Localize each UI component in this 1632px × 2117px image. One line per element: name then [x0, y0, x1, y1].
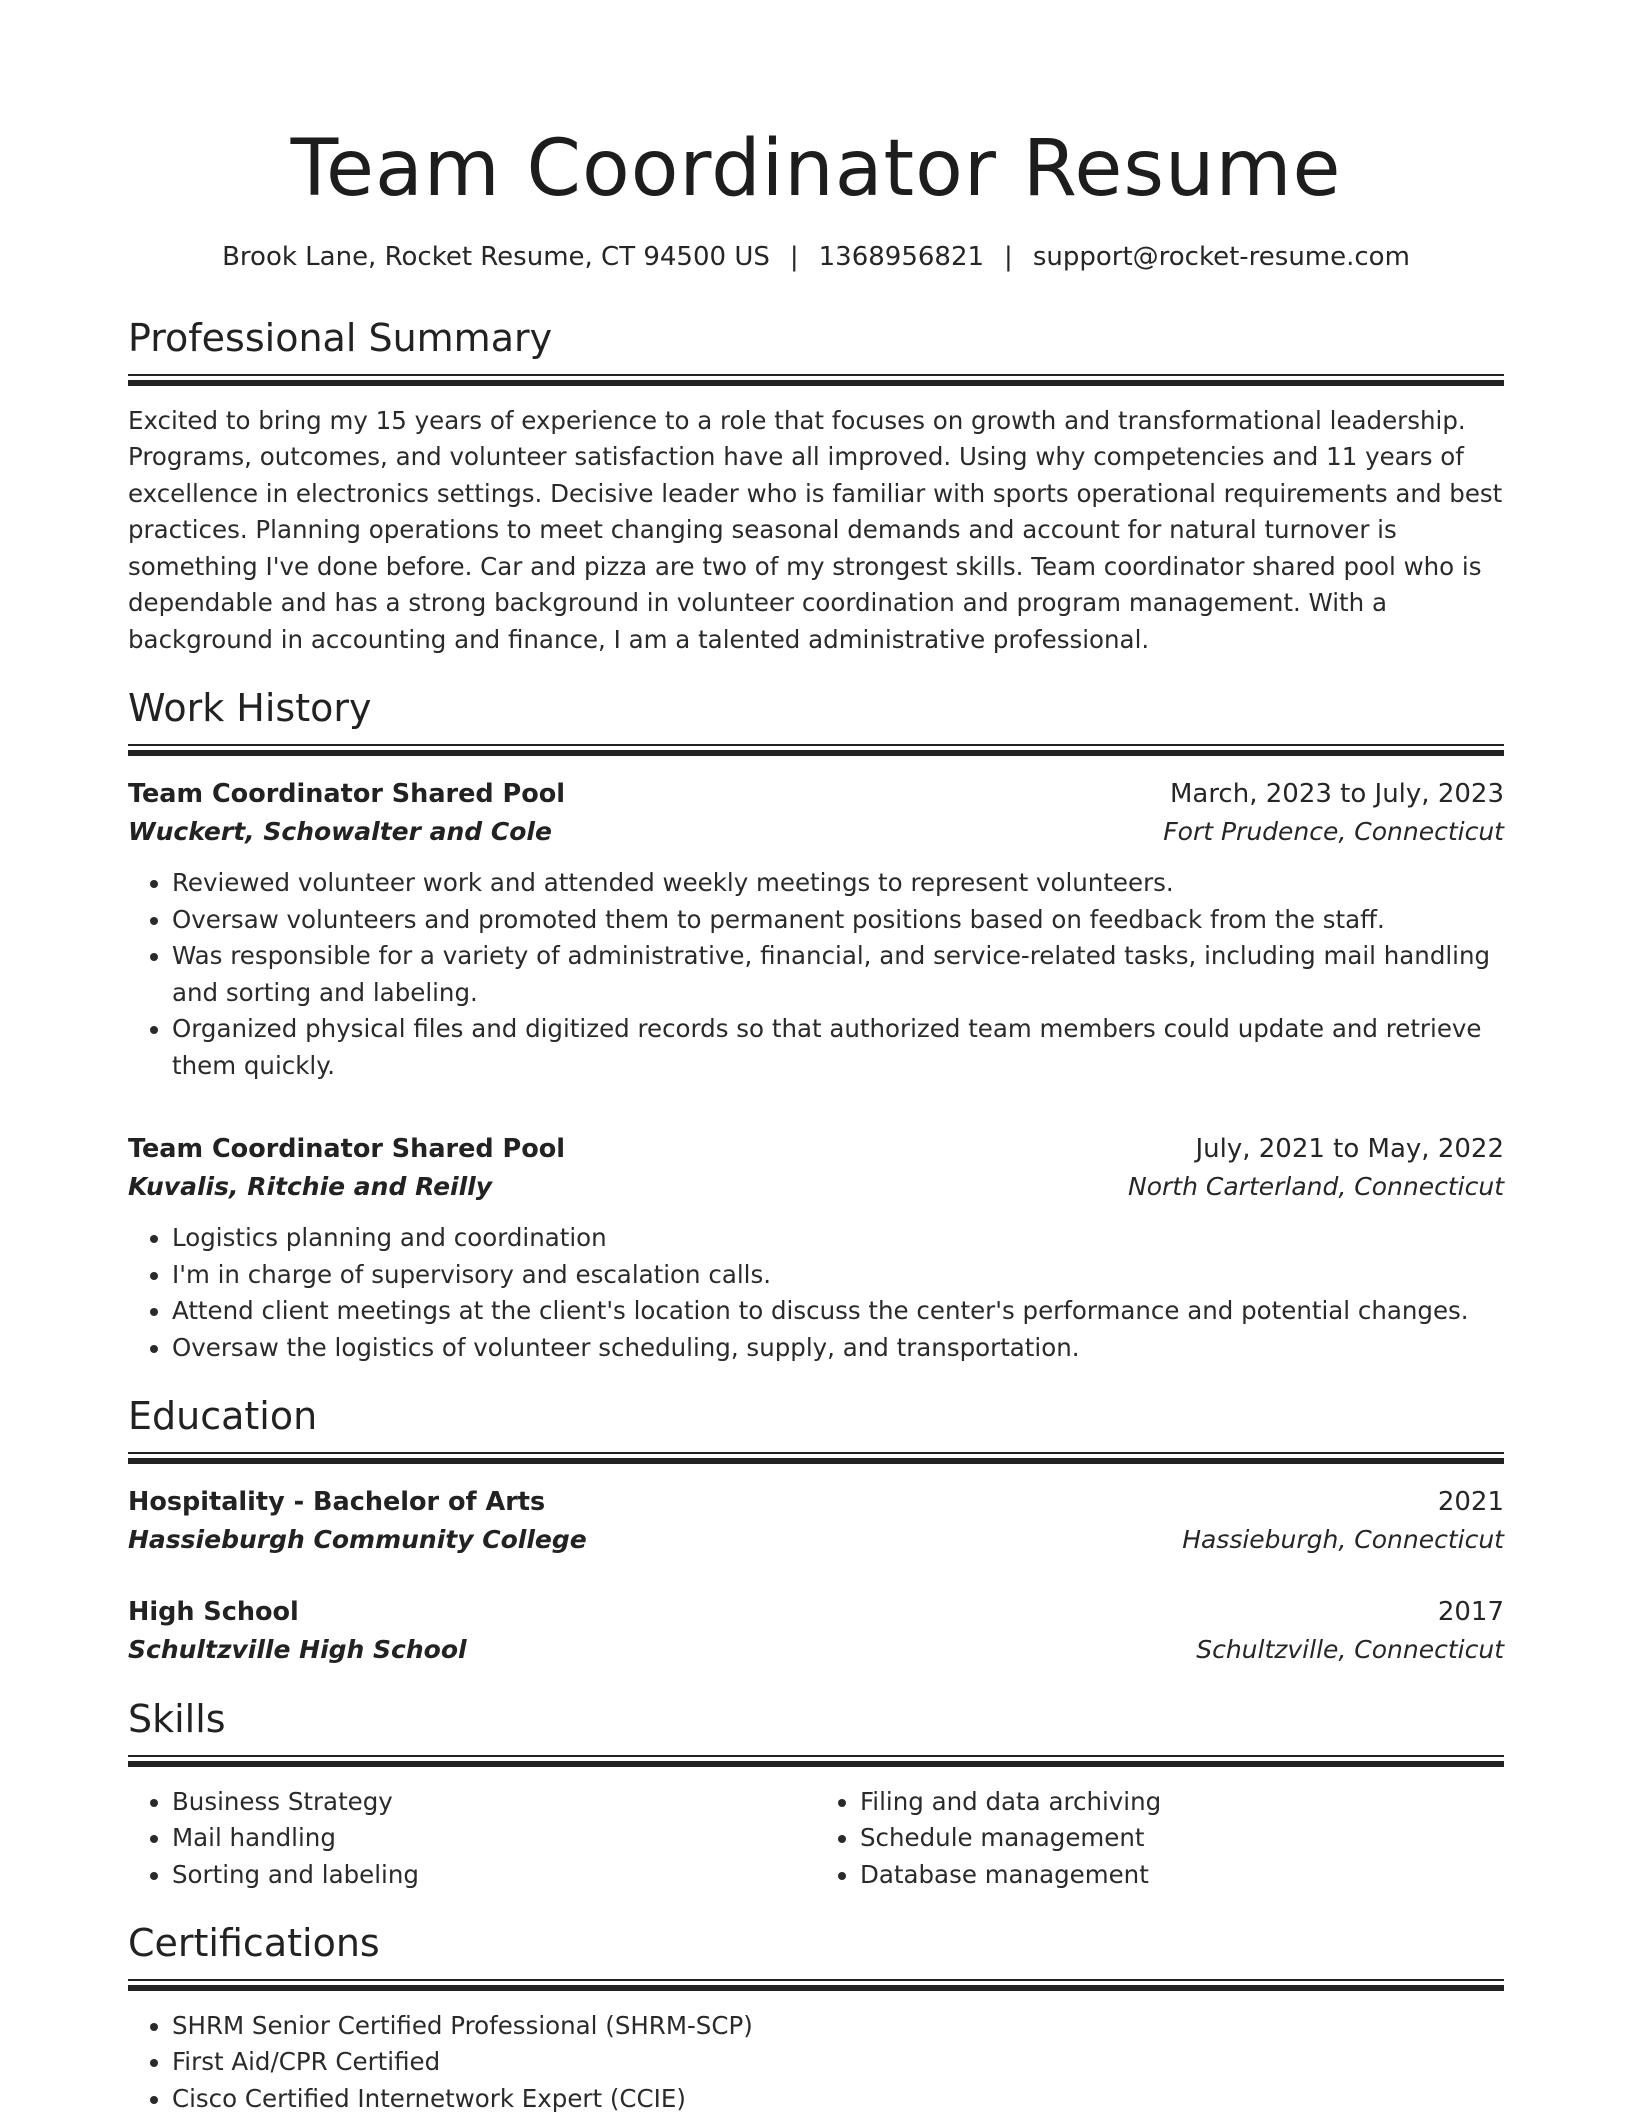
list-item: • First Aid/CPR Certified: [172, 2044, 1504, 2081]
work-history-heading: Work History: [128, 686, 372, 731]
job-company: Wuckert, Schowalter and Cole: [128, 817, 552, 847]
education-entry: [128, 1483, 1504, 1559]
list-item: • Attend client meetings at the client's location to discuss the center's performance and potential changes.: [172, 1293, 1504, 1330]
job-entry: [128, 775, 1504, 1084]
list-item: • I'm in charge of supervisory and escalation calls.: [172, 1257, 1504, 1294]
section-divider: [128, 1979, 1504, 1990]
job-entry: [128, 1130, 1504, 1366]
list-item: • Was responsible for a variety of administrative, financial, and service-related tasks, including mail handling and sorting and labeling.: [172, 938, 1504, 1011]
contact-separator: |: [1004, 242, 1013, 272]
job-title: Team Coordinator Shared Pool: [128, 1134, 565, 1165]
list-item: • Oversaw volunteers and promoted them to permanent positions based on feedback from the staff.: [172, 902, 1504, 939]
section-divider: [128, 744, 1504, 755]
degree: High School: [128, 1596, 299, 1627]
education-heading: Education: [128, 1394, 318, 1439]
school-location: Hassieburgh, Connecticut: [1182, 1524, 1504, 1554]
summary-text: Excited to bring my 15 years of experience to a role that focuses on growth and transformational leadership. Programs, outcomes, and volunteer satisfaction have all improved. Using why competencies and 11 years of excellence in electronics settings. Decisive leader who is familiar with sports operational requirements and best practices. Planning operations to meet changing seasonal demands and account for natural turnover is something I've done before. Car and pizza are two of my strongest skills. Team coordinator shared pool who is dependable and has a strong background in volunteer coordination and program management. With a background in accounting and finance, I am a talented administrative professional.: [128, 405, 1503, 654]
summary-heading: Professional Summary: [128, 316, 553, 360]
skills-heading: Skills: [128, 1696, 226, 1741]
contact-separator: |: [789, 242, 799, 272]
list-item: • Cisco Certified Internetwork Expert (CCIE): [172, 2081, 1504, 2117]
skills-columns: [128, 1784, 1504, 1894]
list-item: • Logistics planning and coordination: [172, 1220, 1504, 1257]
school-name: Schultzville High School: [128, 1634, 467, 1664]
summary-section: [128, 318, 1504, 658]
contact-line: [128, 242, 1504, 272]
list-item: • Sorting and labeling: [172, 1857, 816, 1894]
job-bullets: [128, 865, 1504, 1084]
section-divider: [128, 1452, 1504, 1463]
school-name: Hassieburgh Community College: [128, 1524, 587, 1554]
resume-title: Team Coordinator Resume: [290, 124, 1342, 214]
list-item: • Schedule management: [860, 1820, 1504, 1857]
skills-section: [128, 1696, 1504, 1893]
job-dates: July, 2021 to May, 2022: [1195, 1134, 1504, 1165]
job-location: Fort Prudence, Connecticut: [1163, 817, 1504, 847]
graduation-year: 2017: [1437, 1596, 1504, 1627]
list-item: • SHRM Senior Certified Professional (SHRM-SCP): [172, 2008, 1504, 2045]
list-item: • Filing and data archiving: [860, 1784, 1504, 1821]
job-title: Team Coordinator Shared Pool: [128, 779, 565, 810]
list-item: • Database management: [860, 1857, 1504, 1894]
job-bullets: [128, 1220, 1504, 1366]
skills-list-left: [128, 1784, 816, 1894]
resume-page: [128, 0, 1504, 2117]
list-item: • Reviewed volunteer work and attended weekly meetings to represent volunteers.: [172, 865, 1504, 902]
list-item: • Oversaw the logistics of volunteer scheduling, supply, and transportation.: [172, 1330, 1504, 1367]
section-divider: [128, 1755, 1504, 1766]
list-item: • Mail handling: [172, 1820, 816, 1857]
degree: Hospitality - Bachelor of Arts: [128, 1486, 546, 1517]
certifications-section: [128, 1923, 1504, 2117]
certifications-heading: Certifications: [128, 1921, 380, 1966]
job-dates: March, 2023 to July, 2023: [1169, 779, 1504, 810]
education-entry: [128, 1593, 1504, 1669]
job-company: Kuvalis, Ritchie and Reilly: [128, 1172, 493, 1202]
contact-address: Brook Lane, Rocket Resume, CT 94500 US: [222, 242, 770, 272]
education-section: [128, 1396, 1504, 1669]
certifications-list: [128, 2008, 1504, 2117]
work-history-section: [128, 688, 1504, 1366]
skills-list-right: [816, 1784, 1504, 1894]
contact-email: support@rocket-resume.com: [1032, 242, 1410, 272]
section-divider: [128, 374, 1504, 385]
list-item: • Business Strategy: [172, 1784, 816, 1821]
school-location: Schultzville, Connecticut: [1196, 1634, 1504, 1664]
contact-phone: 1368956821: [818, 242, 985, 272]
graduation-year: 2021: [1437, 1486, 1504, 1517]
list-item: • Organized physical files and digitized records so that authorized team members could update and retrieve them quickly.: [172, 1011, 1504, 1084]
job-location: North Carterland, Connecticut: [1128, 1172, 1504, 1202]
